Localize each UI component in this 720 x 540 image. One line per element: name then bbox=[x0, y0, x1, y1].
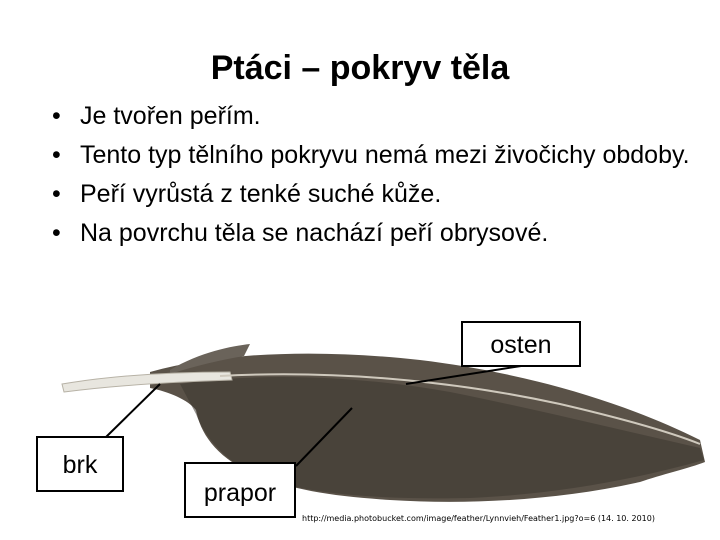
label-osten: osten bbox=[461, 321, 581, 367]
pointer-brk bbox=[105, 384, 160, 438]
bullet-marker: • bbox=[52, 180, 61, 208]
bullet-text: Na povrchu těla se nachází peří obrysové. bbox=[80, 219, 549, 247]
bullet-text: Tento typ tělního pokryvu nemá mezi živočichy obdoby. bbox=[80, 141, 690, 169]
bullet-marker: • bbox=[52, 141, 61, 169]
bullet-marker: • bbox=[52, 219, 61, 247]
slide-title: Ptáci – pokryv těla bbox=[210, 49, 510, 87]
label-prapor: prapor bbox=[184, 462, 296, 518]
image-source: http://media.photobucket.com/image/feather/Lynnvieh/Feather1.jpg?o=6 (14. 10. 2010) bbox=[302, 514, 655, 523]
bullet-marker: • bbox=[52, 102, 61, 130]
bullet-text: Je tvořen peřím. bbox=[80, 102, 261, 130]
bullet-text: Peří vyrůstá z tenké suché kůže. bbox=[80, 180, 442, 208]
label-brk: brk bbox=[36, 436, 124, 492]
